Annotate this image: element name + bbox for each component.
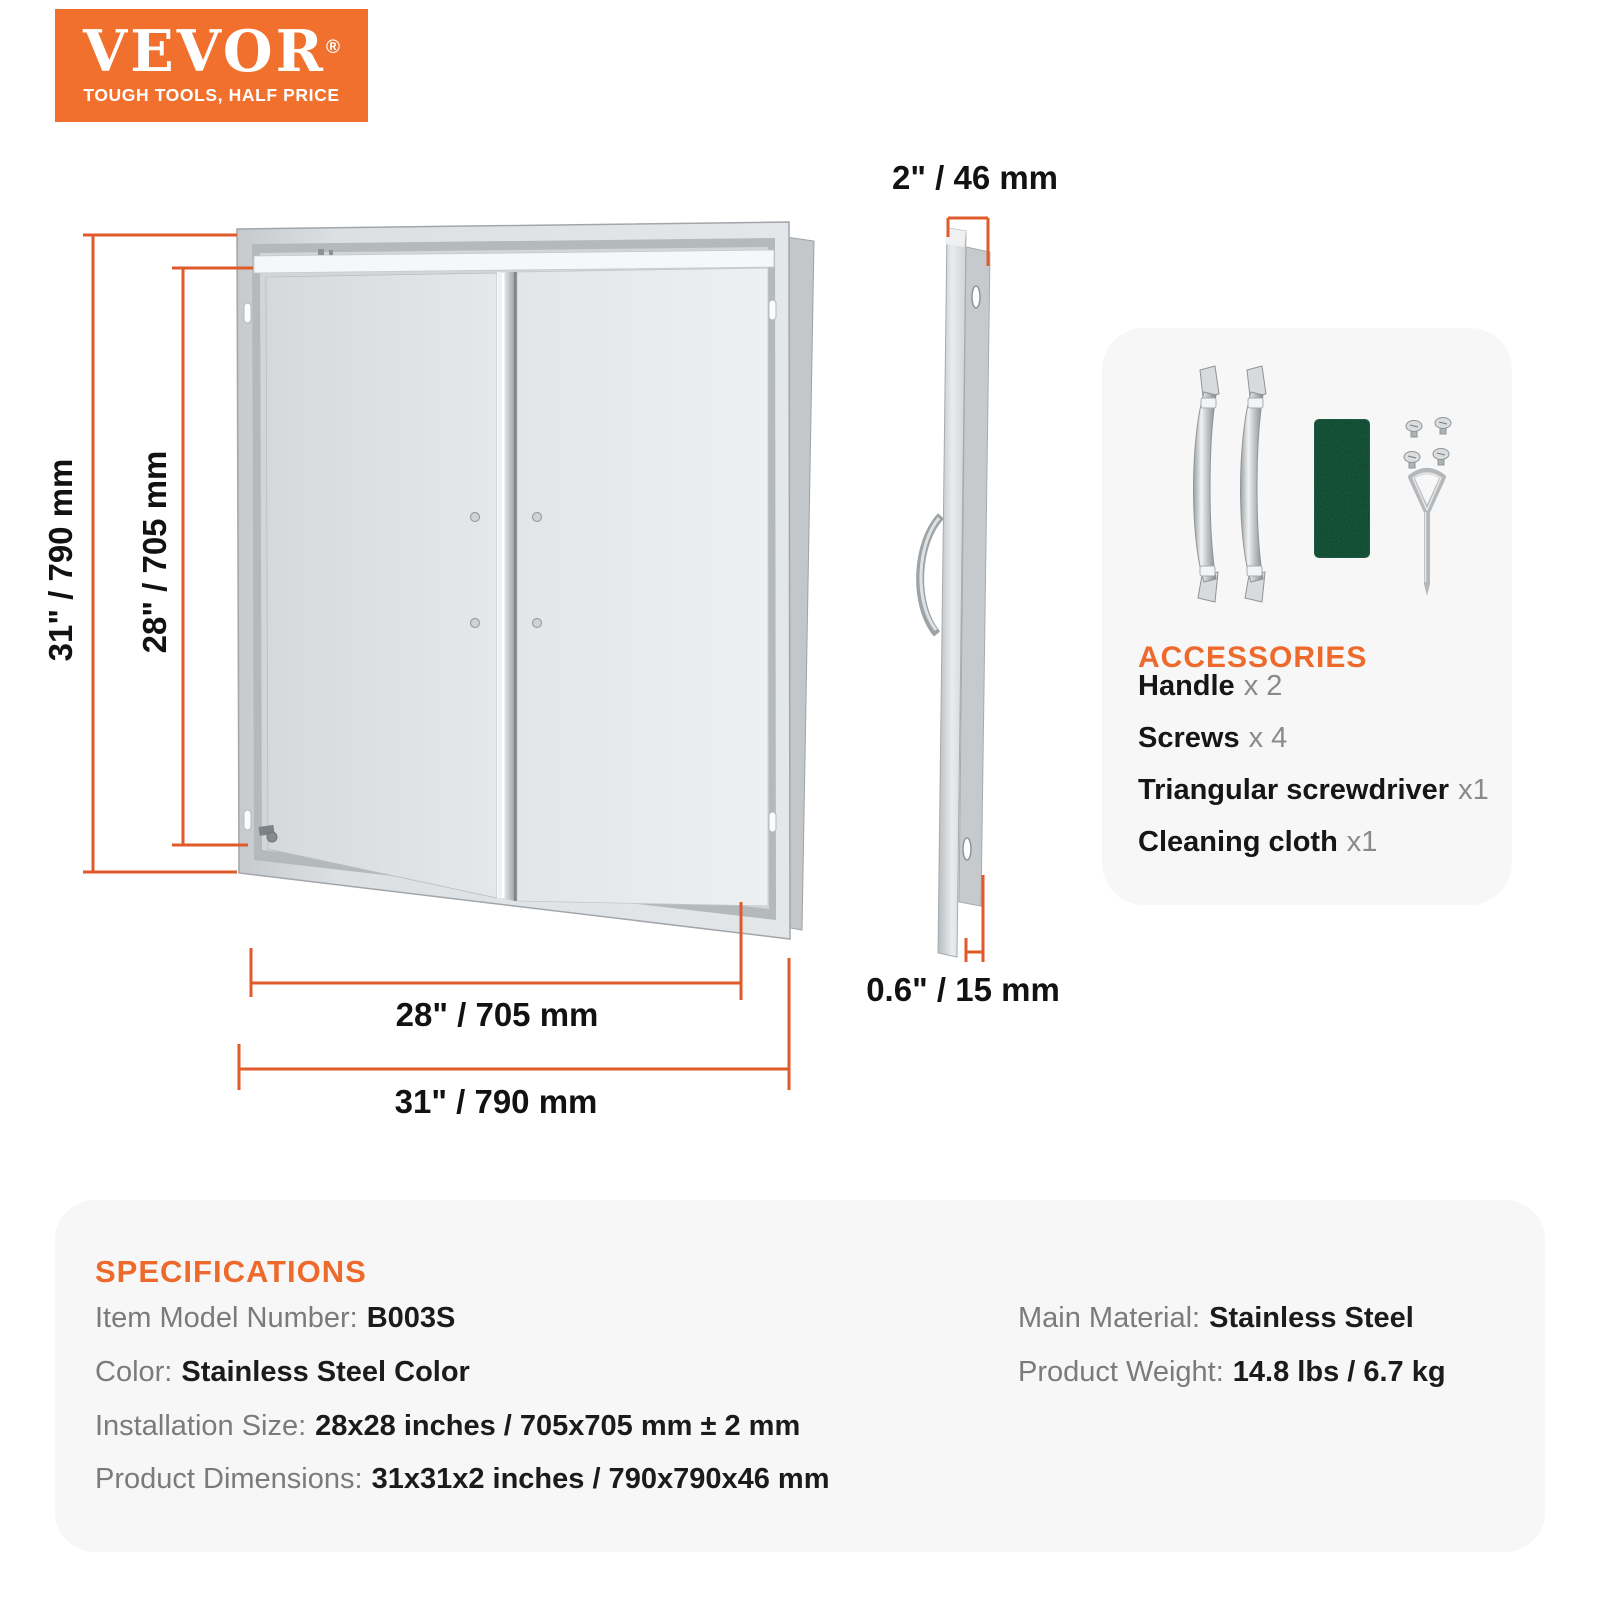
accessory-item: Triangular screwdriver x1	[1138, 774, 1489, 806]
specifications-title: SPECIFICATIONS	[95, 1253, 367, 1289]
dimension-label-outer-height: 31" / 790 mm	[42, 458, 79, 662]
dimension-label-inner-height: 28" / 705 mm	[136, 450, 173, 654]
accessories-card	[1102, 328, 1512, 905]
dimension-label-outer-width: 31" / 790 mm	[394, 1083, 598, 1120]
door-front-view	[237, 222, 814, 939]
accessory-item: Handle x 2	[1138, 670, 1283, 702]
brand-tagline: TOUGH TOOLS, HALF PRICE	[83, 85, 340, 105]
spec-row-installation-size: Installation Size: 28x28 inches / 705x705 mm ± 2 mm	[95, 1410, 801, 1442]
spec-row-weight: Product Weight: 14.8 lbs / 6.7 kg	[1018, 1356, 1446, 1388]
spec-row-material: Main Material: Stainless Steel	[1018, 1302, 1414, 1334]
door-side-view	[920, 228, 990, 957]
specifications-card	[55, 1200, 1545, 1552]
accessories-title: ACCESSORIES	[1138, 640, 1368, 674]
spec-row-model: Item Model Number: B003S	[95, 1302, 456, 1334]
accessory-item: Cleaning cloth x1	[1138, 826, 1378, 858]
cleaning-cloth-photo	[1315, 420, 1369, 557]
spec-row-product-dimensions: Product Dimensions: 31x31x2 inches / 790x790x46 mm	[95, 1463, 830, 1495]
handle-photo	[1194, 366, 1267, 602]
brand-wordmark: VEVOR®	[83, 18, 340, 85]
screws-photo	[1404, 418, 1451, 469]
spec-row-color: Color: Stainless Steel Color	[95, 1356, 470, 1388]
dimension-label-inner-width: 28" / 705 mm	[395, 996, 599, 1033]
accessories-photos	[1102, 360, 1512, 610]
registered-mark-icon: ®	[325, 37, 340, 58]
dimension-label-side-flange: 0.6" / 15 mm	[866, 971, 1060, 1008]
dimension-label-side-depth: 2" / 46 mm	[891, 159, 1059, 196]
accessories-list	[1138, 664, 1489, 872]
accessory-item: Screws x 4	[1138, 722, 1288, 754]
triangular-screwdriver-photo	[1411, 471, 1443, 596]
